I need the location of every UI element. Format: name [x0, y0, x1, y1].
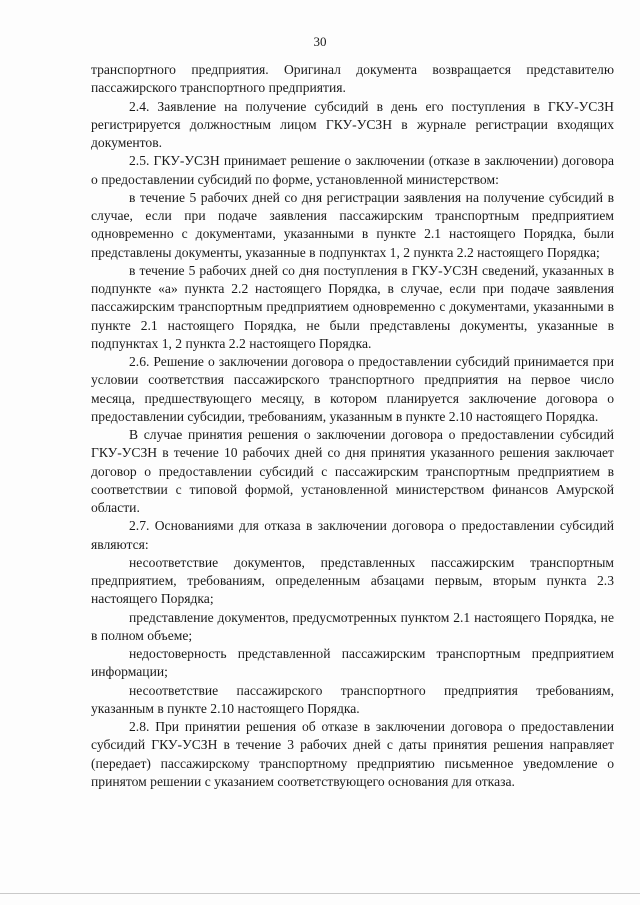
scan-edge-divider — [0, 893, 640, 894]
paragraph-2-7: 2.7. Основаниями для отказа в заключении договора о предоставлении субсидий являются: — [91, 518, 614, 552]
paragraph-2-7-ground-1: несоответствие документов, представленных пассажирским транспортным предприятием, требованиям, определенным абзацами первым, вторым пункта 2.3 настоящего Порядка; — [91, 554, 614, 607]
paragraph-2-4: 2.4. Заявление на получение субсидий в день его поступления в ГКУ-УСЗН регистрируется должностным лицом ГКУ-УСЗН в журнале регистрации входящих документов. — [91, 98, 614, 150]
paragraph-2-7-ground-4: несоответствие пассажирского транспортного предприятия требованиям, указанным в пункте 2.10 настоящего Порядка. — [91, 682, 614, 716]
paragraph-2-6-contract: В случае принятия решения о заключении договора о предоставлении субсидий ГКУ-УСЗН в течение 10 рабочих дней со дня принятия указанного решения заключает договор о предоставлении субсидий с пассажирским транспортным предприятием в соответствии с типовой формой, установленной министерством финансов Амурской области. — [91, 427, 614, 515]
paragraph-2-7-ground-2: представление документов, предусмотренных пунктом 2.1 настоящего Порядка, не в полном объеме; — [91, 609, 614, 643]
paragraph-2-5: 2.5. ГКУ-УСЗН принимает решение о заключении (отказе в заключении) договора о предоставлении субсидий по форме, установленной министерством: — [91, 153, 614, 187]
paragraph-2-5-case-1: в течение 5 рабочих дней со дня регистрации заявления на получение субсидий в случае, если при подаче заявления пассажирским транспортным предприятием одновременно с документами, указанными в пункте 2.1 настоящего Порядка, были представлены документы, указанные в подпунктах 1, 2 пункта 2.2 настоящего Порядка; — [91, 189, 614, 260]
paragraph-2-5-case-2: в течение 5 рабочих дней со дня поступления в ГКУ-УСЗН сведений, указанных в подпункте «а» пункта 2.2 настоящего Порядка, в случае, если при подаче заявления пассажирским транспортным предприятием одновременно с документами, указанными в пункте 2.1 настоящего Порядка, не были представлены документы, указанные в подпунктах 1, 2 пункта 2.2 настоящего Порядка. — [91, 262, 614, 351]
page-number: 30 — [313, 34, 327, 49]
paragraph-2-8: 2.8. При принятии решения об отказе в заключении договора о предоставлении субсидий ГКУ-УСЗН в течение 3 рабочих дней с даты принятия решения направляет (передает) пассажирскому транспортному предприятию письменное уведомление о принятом решении с указанием соответствующего основания для отказа. — [91, 719, 614, 789]
paragraph-continuation: транспортного предприятия. Оригинал документа возвращается представителю пассажирского транспортного предприятия. — [91, 62, 614, 96]
document-body — [91, 61, 614, 791]
paragraph-2-6: 2.6. Решение о заключении договора о предоставлении субсидий принимается при условии соответствия пассажирского транспортного предприятия на первое число месяца, предшествующего месяцу, в котором планируется заключение договора о предоставлении субсидии, требованиям, указанным в пункте 2.10 настоящего Порядка. — [91, 354, 614, 424]
paragraph-2-7-ground-3: недостоверность представленной пассажирским транспортным предприятием информации; — [91, 646, 614, 680]
